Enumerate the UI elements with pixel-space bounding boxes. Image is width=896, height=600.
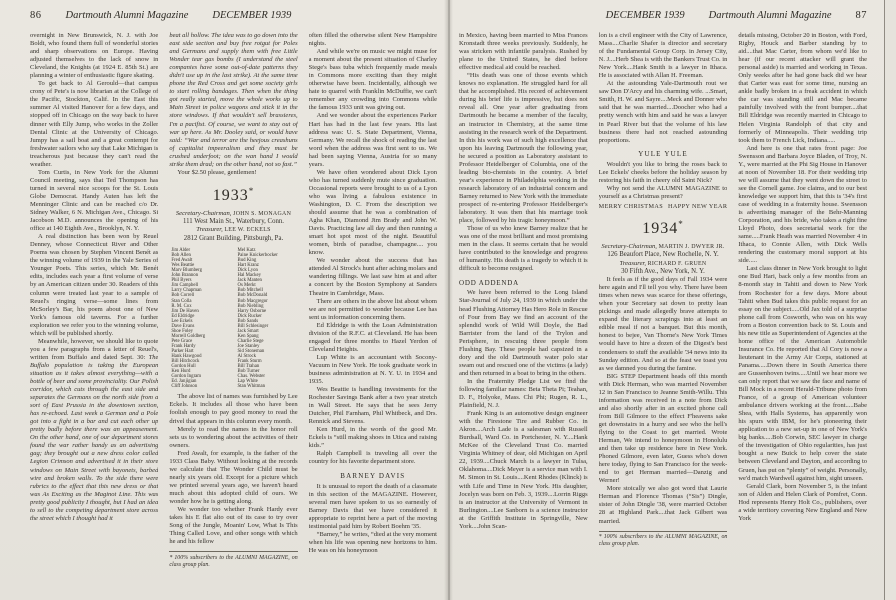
paragraph: It is unusual to report the death of a classmate in this section of the MAGAZINE. However, several men have spoken to us so earnestly of Barney Davis that we have considered it appropriate to reprint here a part of the moving testimonial paid him by Robert Boehm '35.: [308, 482, 437, 530]
roster-name: Joe Stanley: [237, 343, 260, 349]
column-3: [738, 32, 867, 594]
roster-name: Stan Whitman: [237, 384, 265, 390]
paragraph: Gerald Clark, born November 5, is the infant son of Alden and Helen Clark of Pomfret, Conn. Hod represents Henry Holt Co., publishers, over a wide territory covering New England and New York: [738, 482, 867, 522]
secretary-address: 111 West Main St., Waterbury, Conn.: [183, 218, 284, 226]
roster-name: Charlie Stege: [237, 338, 264, 344]
roster-left-list: [171, 248, 231, 389]
issue-date: DECEMBER 1939: [212, 10, 292, 21]
paragraph: beat all hollow. The idea was to go down into the east side section and buy free rotgut for Poles and Germans and supply them with free Little Wonder tear gas bombs (I understand the steel companies have some out-of-date patterns they didn't use up in the last strike). At the same time phone the Red Cross and get some society girls to start rolling bandages. Then when the thing got really started, move the whole works up to Main Street in police wagons and stick it in the store windows. If that wouldn't sell brassieres, I'm a pacifist. Of course, we want to stay out of war up here. As Mr. Dooley said, or would have said: “War and terror are the heejous creashuns of capitalist impeeralism and they must be crushed underfoot; on the wan hand I would strike them drad; on the other hand, not so fast.”: [169, 32, 298, 168]
issue-date: DECEMBER 1939: [605, 10, 685, 21]
roster-name: Dave Evans: [171, 323, 195, 329]
treasurer-line: Treasurer, LEE W. ECKELS: [196, 226, 271, 234]
merry-christmas-text: MERRY CHRISTMAS: [598, 202, 664, 210]
paragraph: “His death was one of those events which knows no explanation. He struggled hard for all that he accomplished. His record of achievement during his brief life is impressive, but does not reveal all. One year after graduating from Dartmouth he became a member of the faculty, an instructor in Chemistry, at the same time assisting in the research work of the Department. In this his work was of such high excellence that upon his leaving Dartmouth the following year, he secured a position as Laboratory assistant to Professor Heidelberger of Columbia, one of the leading bio-chemists in the country. A brief year's experience in Philadelphia working in the research laboratory of an industrial concern and Barney returned to New York with the immediate prospect of re-entering Professor Heidelberger's laboratory. It was then that his marriage took place, followed by his tragic honeymoon.”: [459, 72, 588, 225]
paragraph: We wonder about the success that has attended Al Strock's hunt after aching molars and wandering fillings. We last saw him at and after a concert by the Boston Symphony at Sanders Theatre in Cambridge, Mass.: [308, 257, 437, 297]
subscriber-roster: [171, 248, 297, 389]
roster-name: Phil Byers: [171, 278, 192, 284]
roster-name: Bob Sands: [237, 318, 259, 324]
text-columns: [30, 32, 437, 594]
roster-name: Hal Mackey: [237, 273, 262, 279]
roster-name: Bob Allen: [171, 253, 191, 259]
paragraph: It feels as if the good days of Fall 1934 were here again and I'll tell you why. There have been times when news was scarce for these offerings, when your Secretary sat down to pretty lean pickings and made allegedly brave attempts to expand the literary scrapings into at least an edible meal if not a banquet. But this month, honest to bejee, Van Thorne's New York Times would have to hire a dozen of the Digest's best condensers to stuff the available '34 news into its Sunday edition. And so at the feast we toast you as we damned you during the famine.: [598, 276, 728, 372]
paragraph: [30, 338, 158, 523]
roster-name: Ken Spang: [237, 333, 259, 339]
roster-name: Os Merkt: [237, 283, 256, 289]
column-1: [30, 32, 158, 594]
paragraph: And here is one that rates front page: Joe Swensson and Barbara Joyce Bladen, of Troy, N. Y., were married at the Phi Sig House in Hanover at noon of November 18. For their wedding trip we will assume that they went down the street to see the Cornell game. Joe claims, and to our best knowledge we support him, that this is '34's first case of wedding in a fraternity house. Swensson is advertising manager of the Behr-Manning Corporation, and his bride, who takes a right fine Lloyd Photo, does secretarial work for the same.....Frank Heath was married November 4 in Ithaca, to Connie Allen, with Dick Wells rendering the customary moral support at his side.....: [738, 144, 867, 265]
footnote-asterisk: *: [678, 218, 684, 229]
paragraph: Why not send the ALUMNI MAGAZINE to yourself as a Christmas present?: [598, 184, 728, 200]
paragraph: Your $2.50 please, gentlemen!: [177, 168, 257, 176]
roster-name: Bud King: [237, 258, 257, 264]
roster-name: Bill Hitchcock: [171, 359, 200, 365]
yule-yule-heading: YULE YULE: [638, 149, 688, 158]
roster-name: Jack Smart: [237, 328, 259, 334]
paragraph: In the Fraternity Pledge List we find the following familiar names: Beta Theta Pi; Teahan, D. F., Holyoke, Mass. Chi Phi; Rugen, R. L., Plainfield, N. J.: [459, 377, 588, 410]
page-number: 86: [30, 10, 42, 21]
column-3: [309, 32, 437, 594]
paragraph: BIG STEP Department heads off this month with Dick Herman, who was married November 12 in San Francisco to Jeanne Smith-Willu. This information was received in a note from Dick and also shortly after in an excited phone call from Bill Gilmore to the effect F'heavens sake get downstairs in a hurry and see who the hell's flying to the Coast to get married. Wrote Herman, We intend to honeymoon in Honolulu and then take up residence here in New York. Phoned Gilmore, even later, Guess who's down here today, flying to San Francisco for the week-end to get Herman married—Danzig and Werner!: [598, 372, 728, 485]
paragraph: We have often wondered about Dick Lyon who has turned suddenly mute since graduation. Occasional reports were brought to us of a Lyon who was living a fabulous existence in Washington, D. C. From the description we should assume that he was a combination of Agha Khan, Diamond Jim Brady and John W. Davis. Practicing law all day and then running a smart hot spot most of the night. Beautiful women, birds of paradise, champagne.... you know.: [308, 168, 437, 257]
roster-name: Cliff Johnson: [171, 384, 198, 390]
roster-name: Larry Chapman: [171, 288, 202, 294]
roster-name: Morrell Goldberg: [171, 333, 206, 339]
roster-name: Shoe Foley: [171, 328, 194, 334]
roster-name: Bill Schlesinger: [237, 323, 269, 329]
roster-right-list: [238, 248, 298, 389]
treasurer-address: 2812 Grant Building, Pittsburgh, Pa.: [183, 234, 284, 242]
roster-name: Ed Eldridge: [171, 313, 195, 319]
paragraph: lon is a civil engineer with the City of Lawrence, Mass....Charlie Shafer is director and secretary of the Fundamental Group Corp. in Jersey City, N. J....Herb Shea is with the Bankers Trust Co. in New York....Hank Smith is a lawyer in Ithaca. He is associated with Allan H. Freeman.: [598, 32, 728, 80]
roster-name: Paine Knickerbocker: [237, 253, 278, 259]
roster-name: Chas. Webster: [237, 374, 266, 380]
roster-name: Bob Mitchell: [237, 288, 263, 294]
page-edge-margin: [885, 0, 896, 600]
roster-name: Harry Osborne: [237, 308, 267, 314]
roster-name: Dick Rucker: [237, 313, 262, 319]
roster-name: Bill Trahan: [237, 364, 260, 370]
paragraph: Last class dinner in New York brought to light one Bud Hari, back only a few months from an 8-month stay in Tahiti and down to New York from Rochester for a few days. More about Tahiti when Bud takes this public request for an essay on the subject.....Old Jax told of a surprise phone call from Cosworth, who was on his way from a Boston convention back to St. Louis and his new title as Superintendent of Agencies at the home office of the American Automobile Insurance Co. He reported that Al Cory is now a lieutenant in the Army Air Corps, stationed at Panama.....Down there in South America there are Gussenhoven twins.....Until we hear more we can only report that we saw the face and name of Bill Mock in a recent Herald-Tribune photo from France, of a group of American volunteer ambulance drivers working at the front.....Babe Shea, with Halls Systems, has apparently won his spurs with IBM, for he's pioneering their application to a new set-up in one of New York's big banks.....Bob Corwin, SEC lawyer in charge of the investigation of Ohio regularities, has just bought a new Buick to help cover the state between Cleveland and Dayton, and according to Gruen, has put on “plenty” of weight. Personally, we'd match Wardwell against him, sight unseen.: [738, 265, 867, 482]
paragraph: And we wonder about the experiences Parker Hart has had in the last few years. His last address was: U. S. State Department, Vienna, Germany. We recall the shock of reading the last word when the address was first sent to us. We had been saying Vienna, Austria for so many years.: [308, 112, 437, 168]
magazine-page-right: [448, 0, 896, 600]
column-2: [599, 32, 728, 594]
roster-name: Parker Hart: [171, 349, 194, 354]
class-year-heading-1933: 1933*: [212, 185, 255, 204]
roster-name: Gordon Ingram: [171, 374, 202, 380]
roster-name: Bob Turner: [237, 369, 260, 375]
roster-name: Bob McDonald: [237, 293, 268, 299]
paragraph: Wouldn't you like to bring the roses back to Lee Eckels' cheeks before the holiday season by restoring his faith in cheery old Saint Nick?: [598, 160, 728, 184]
roster-name: Bob Niebling: [237, 303, 264, 309]
holiday-greetings: [599, 203, 728, 210]
magazine-title: Dartmouth Alumni Magazine: [65, 10, 189, 21]
page-edge-line: [884, 0, 885, 600]
paragraph: Tom Curtis, in New York for the Alumni Council meeting, says that Ted Thompson has turned in several nice scoops for the St. Louis Globe Democrat. Handy Auten has left the Menninger Clinic and can be reached c/o Dr. Sidney Walker, 6 N. Michigan Ave., Chicago. Si Jacobson M.D. announces the opening of his office at 140 Eighth Ave., Brooklyn, N. Y.: [30, 168, 159, 233]
treasurer-line: Treasurer, RICHARD F. GRUEN: [619, 259, 707, 267]
paragraph: Ken Hurd, in the words of the good Mr. Eckels is “still making shoes in Utica and raising kids.”: [308, 426, 437, 450]
paragraph: And while we're on music we might muse for a moment about the present situation of Charley Stege's bass tuba which frequently made meals in Commons more exciting than they might otherwise have been. Incidentally, although we hate to quarrel with Franklin McDuffie, we can't remember any crowding into Commons while the famous 1933 unit was giving out.: [308, 48, 437, 112]
roster-name: Jim Campbell: [171, 283, 199, 289]
roster-name: Ken Hurd: [171, 369, 191, 375]
paragraph: We wonder too whether Frank Hardy ever takes his E flat alto out of its case to try over Song of the Jungle, Moanin' Low, What Is This Thing Called Love, and other songs with which he and his fellow: [169, 506, 298, 546]
paragraph: Frank King is an automotive design engineer with the Firestone Tire and Rubber Co. in Akron....Arch Lade is a salesman with Russell Burdsall, Ward Co. in Portchester, N. Y....Hank McKee of the Cleveland Trust Co. married Virginia Whitney of dear, old Michigan on April 22, 1939....Chuck March is a lawyer in Tulsa, Oklahoma....Dick Meyer is a service man with I. M. Simon in St. Louis....Kent Rhodes (Klinck) is with Life and Time in New York. His daughter, Jocelyn was born on Feb. 3, 1939....Lorrin Riggs is an instructor at the University of Vermont in Burlington....Lee Sanborn is a science instructor at the Griffith Institute in Springville, New York....John Scan-: [459, 410, 588, 530]
paragraph: To get back to Al Gerould—that campus crony of Pete's is now librarian at the College of the Pacific, Stockton, Calif. In the East this summer Al visited Hanover for a few days, and stopped off in Chicago on the way back to have dinner with Elly Jump, who works in the Zoller Dental Clinic at the University of Chicago. Jumpy has a sail boat and a great contempt for freshwater sailors who say that Lake Michigan is treacherous just because they can't read the weather.: [30, 80, 159, 168]
happy-new-year-text: HAPPY NEW YEAR: [668, 202, 728, 210]
page-number: 87: [855, 10, 867, 21]
roster-name: Jim De Haven: [171, 308, 199, 314]
roster-name: Ed. Janjigian: [171, 379, 197, 385]
paragraph: Lup White is an accountant with Socony-Vacuum in New York. He took graduate work in business administration at N. Y. U. in 1934 and 1935.: [308, 353, 437, 386]
page-header-right: [459, 10, 867, 26]
roster-name: Stan Colla: [171, 298, 192, 304]
paragraph: Ralph Campbell is traveling all over the country for his favorite department store.: [308, 450, 437, 466]
roster-name: Lap White: [237, 379, 258, 385]
paragraph: details missing, October 20 in Boston, with Ford, Rigby, Houck and Barber standing by to aid....that Mac Carter, from whom we'd like to hear (if our recent attacker will grant the personal aside) is married and working in Texas. Only weeks after he had gone back did we hear that Carter was east for some time, nursing an ankle badly broken in a freak accident in which the car was standing still and Mac became painfully involved with the front bumper....that Bill Eldridge was recently married in Chicago to Helen Virginia Randolph of that city and formerly of Minneapolis. Their wedding trip took them to French Lick, Indiana.....: [738, 32, 867, 144]
roster-name: Jack Manten: [237, 278, 262, 284]
roster-name: Hart Kranz: [237, 263, 259, 269]
paragraph: At the astounding Yale-Dartmouth rout we saw Don D'Arcy and his charming wife. ...Smart, Smith, H. W. and Sayre....Meck and Donner who said that he was married....Doocher who had a pretty wench with him and said he was a lawyer in Pearl River but that the volume of his law business there had not reached astounding proportions.: [598, 80, 728, 144]
paragraph: “Barney,” he writes, “died at the very moment when his life was opening new horizons to him. He was on his honeymoon: [308, 530, 437, 554]
class-year-heading-1934: 1934*: [642, 218, 684, 237]
text-columns: [459, 32, 867, 594]
secretary-line: Secretary-Chairman, MARTIN J. DWYER JR.: [601, 242, 725, 250]
roster-name: Frank Sturm: [237, 359, 262, 365]
quoted-letter-text: The Buffalo population is taking the European situation as it takes almost everything—with a bottle of beer and some provinciality. Our Polish corridor, which cuts through the east side and separates the Germans on the north side from a sort of East Prussia in the downtown section, has re-echoed. Last week a German and a Pole got into a fight in a bar and cut each other up pretty badly before there was an appeasement. On the other hand, one of our department stores found the war rather handy as an advertising gag; they brought out a new dress color called Legion Crimson and advertised it in their store windows on Main Street with bayonets, barbed wire and broken walls. To the side there were rubrics to the effect that this new dress or that was As Exciting as the Maginot Line. This was pretty good publicity I thought, but I had an idea to sell to the competing department store across the street which I thought had it: [30, 353, 159, 522]
roster-name: Al Strock: [237, 354, 257, 360]
paragraph: Wes Beattie is handling investments for the Rochester Savings Bank after a two year stretch in Wall Street. He says that he sees Jerry Dutcher, Phil Farnham, Phil Whitbeck, and Drs. Rennick and Stevens.: [308, 386, 437, 426]
paragraph: We have been referred to the Long Island Star-Journal of July 24, 1939 in which under the head Flushing Attorney Has Hero Role in Rescue of Four from Bay we find an account of the splendid work of Wild Will Doyle, the Bad Barrister from the land of the Trylon and Perisphere, in rescuing three people from Flushing Bay. These people had capsized in a dory and the old Dartmouth water polo star swam out and rescued one of the victims (a lady) and then returned in a boat to bring in the others.: [459, 289, 588, 377]
paragraph: There are others in the above list about whom we are not permitted to wonder because Lee has sent us information concerning them.: [308, 297, 437, 321]
paragraph: The above list of names was furnished by Lee Eckels. It includes all those who have been foolish enough to pay good money to read the drivel that appears in this column every month.: [169, 393, 298, 425]
roster-name: Gordon Hull: [171, 364, 196, 370]
paragraph-lead: Meanwhile, however, we should like to quote you a few paragraphs from a letter of Reuel's, written from Buffalo and dated Sept. 30:: [30, 337, 159, 361]
roster-name: Dick Lyon: [237, 268, 258, 274]
roster-name: John Brannon: [171, 273, 199, 279]
footnote-asterisk: *: [248, 185, 255, 196]
paragraph: overnight in New Brunswick, N. J. with Joe Boldt, who found them full of wonderful stories and sharp observations on Europe. Having adjusted themselves to the lack of snow in Cleveland, the Knights (at 1924 E. 85th St.) are planning a winter of enthusiastic figure skating.: [30, 32, 159, 80]
paragraph: A real distinction has been won by Reuel Denney, whose Connecticut River and Other Poems was chosen by Stephen Vincent Benét as the winning volume of 1939 in the Yale Series of Younger Poets. This series, which Mr. Benét edits, includes each year a first volume of verse by an American citizen under 30. Readers of this column were treated last year to a sample of Reuel's ringing verse—some lines from McSorley's Bar, his poem about one of New York's famous old taverns. For a further exploration we refer you to the winning volume, which will be published shortly.: [30, 233, 159, 337]
group-plan-footnote: * 100% subscribers to the ALUMNI MAGAZINE, on class group plan.: [169, 551, 297, 569]
column-2: [169, 32, 297, 594]
paragraph: More stoically we also got word that Laurie Herman and Florence Thomas (“Sis”) Dingle, sister of John Dingle '38, were married October 28 at Highland Park....that Jack Gilbert was married.: [598, 485, 728, 525]
roster-name: Jim Alder: [171, 248, 191, 254]
roster-name: Bob Correll: [171, 293, 195, 299]
secretary-line: Secretary-Chairman, JOHN S. MONAGAN: [175, 209, 292, 217]
paragraph: Ed Eldridge is with the Loan Administration division of the R.F.C. at Cleveland. He has been engaged for three months to Hazel Yerdon of Cleveland Heights.: [308, 321, 437, 353]
roster-name: Frank Hardy: [171, 343, 196, 349]
page-header-left: [30, 10, 437, 26]
paragraph: in Mexico, having been married to Miss Frances Kronstadt three weeks previously. Suddenly, he was stricken with infantile paralysis. Rushed by plane to the United States, he died before effective medical aid could be reached.: [459, 32, 588, 72]
roster-name: Hank Hawgood: [171, 354, 202, 360]
roster-name: Pete Grace: [171, 338, 193, 344]
roster-name: Fred Awalt: [171, 258, 193, 264]
roster-name: Bob Macgregor: [237, 298, 268, 304]
roster-name: Lee Eckels: [171, 318, 193, 324]
roster-name: Wes Beattie: [171, 263, 195, 269]
roster-name: Marv Blumberg: [171, 268, 203, 274]
column-1: [459, 32, 588, 594]
roster-name: Sid Stoneman: [237, 349, 265, 354]
treasurer-address: 30 Fifth Ave., New York, N. Y.: [621, 267, 705, 275]
paragraph: often filled the otherwise silent New Hampshire nights.: [308, 32, 437, 48]
paragraph: Merely to read the names in the honor roll sets us to wondering about the activities of their owners.: [169, 425, 298, 449]
roster-name: R. M. Cox: [171, 303, 192, 309]
paragraph: Fred Awalt, for example, is the father of the 1933 Class Baby. Without looking at the records we calculate that The Wonder Child must be nearly six years old. Except for a picture which we printed several years ago, we haven't heard much about this adopted child of ours. We wonder how he is getting along.: [169, 449, 298, 505]
group-plan-footnote: * 100% subscribers to the ALUMNI MAGAZINE, on class group plan.: [599, 531, 728, 549]
paragraph: Those of us who knew Barney realize that he was one of the most brilliant and most promising men in the class. It seems certain that he would have contributed to the knowledge and progress of humanity. His death is a tragedy to which it is difficult to become resigned.: [459, 225, 588, 273]
barney-davis-heading: BARNEY DAVIS: [340, 471, 406, 480]
odd-addenda-heading: ODD ADDENDA: [459, 279, 519, 288]
magazine-title: Dartmouth Alumni Magazine: [708, 10, 832, 21]
secretary-address: 126 Beaufort Place, New Rochelle, N. Y.: [607, 251, 719, 259]
roster-name: Mel Katz: [237, 248, 256, 254]
